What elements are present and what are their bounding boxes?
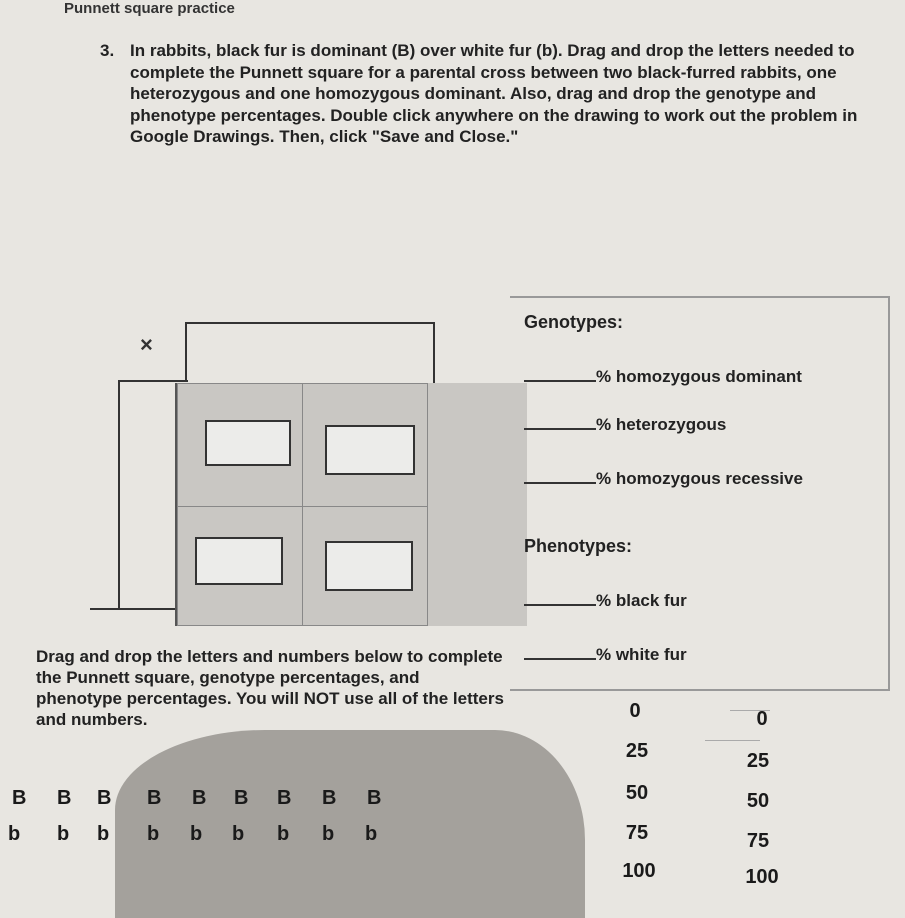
percentage-blank[interactable]: [524, 412, 596, 430]
number-tile-75[interactable]: 75: [746, 830, 770, 852]
genotypes-heading: Genotypes:: [524, 312, 624, 332]
genotype-label: % homozygous dominant: [596, 367, 802, 386]
letter-tile-B[interactable]: B: [97, 787, 112, 809]
letter-tile-B[interactable]: B: [192, 787, 207, 809]
panel-border: [510, 689, 890, 691]
number-tile-0[interactable]: 0: [629, 700, 641, 722]
punnett-mid-line: [118, 380, 188, 382]
number-tile-50[interactable]: 50: [746, 790, 770, 812]
phenotype-label: % white fur: [596, 645, 687, 664]
letter-tile-b[interactable]: b: [322, 823, 335, 845]
punnett-drop-box[interactable]: [205, 420, 291, 466]
punnett-left-line: [118, 380, 120, 610]
percentage-blank[interactable]: [524, 364, 596, 382]
letter-tile-b[interactable]: b: [190, 823, 203, 845]
number-tile-100[interactable]: 100: [745, 866, 779, 888]
number-tile-0[interactable]: 0: [756, 708, 768, 730]
instructions-text: Drag and drop the letters and numbers below to complete the Punnett square, genotype percentages, and phenotype percentages. You will NOT use all of the letters and numbers.: [36, 647, 504, 729]
punnett-top-line: [185, 322, 435, 324]
phenotype-row-black: [524, 588, 687, 611]
number-tile-75[interactable]: 75: [625, 822, 649, 844]
letter-tile-b[interactable]: b: [277, 823, 290, 845]
punnett-drop-box[interactable]: [325, 425, 415, 475]
panel-border: [888, 296, 890, 691]
letter-tile-B[interactable]: B: [234, 787, 249, 809]
question-text: In rabbits, black fur is dominant (B) over white fur (b). Drag and drop the letters needed to complete the Punnett square for a parental cross between two black-furred rabbits, one heterozygous and one homozygous dominant. Also, drag and drop the genotype and phenotype percentages. Double click anywhere on the drawing to work out the problem in Google Drawings. Then, click "Save and Close.": [130, 41, 858, 146]
letter-tile-b[interactable]: b: [8, 823, 21, 845]
letter-tile-b[interactable]: b: [147, 823, 160, 845]
panel-border: [510, 296, 890, 298]
punnett-drop-box[interactable]: [195, 537, 283, 585]
letter-tile-b[interactable]: b: [97, 823, 110, 845]
phenotype-label: % black fur: [596, 591, 687, 610]
letter-tile-B[interactable]: B: [147, 787, 162, 809]
percentage-blank[interactable]: [524, 642, 596, 660]
genotype-label: % heterozygous: [596, 415, 727, 434]
divider-line: [705, 740, 760, 741]
punnett-header-divider: [185, 322, 187, 382]
genotype-row-heterozygous: [524, 412, 726, 435]
punnett-bottom-left-line: [90, 608, 175, 610]
page-title: Punnett square practice: [64, 0, 235, 17]
question-block: [100, 40, 890, 148]
genotype-row-homozygous-dominant: [524, 364, 802, 387]
phenotypes-heading: Phenotypes:: [524, 536, 633, 556]
genotype-row-homozygous-recessive: [524, 466, 803, 489]
letter-tile-B[interactable]: B: [367, 787, 382, 809]
genotype-label: % homozygous recessive: [596, 469, 803, 488]
percentage-blank[interactable]: [524, 588, 596, 606]
number-tile-100[interactable]: 100: [622, 860, 656, 882]
percentages-panel: [510, 296, 890, 691]
hand-shadow: [115, 730, 585, 918]
punnett-drop-box[interactable]: [325, 541, 413, 591]
letter-tile-b[interactable]: b: [232, 823, 245, 845]
phenotype-row-white: [524, 642, 687, 665]
number-tile-25[interactable]: 25: [625, 740, 649, 762]
letter-tile-B[interactable]: B: [322, 787, 337, 809]
question-number: 3.: [100, 41, 115, 60]
number-tile-25[interactable]: 25: [746, 750, 770, 772]
percentage-blank[interactable]: [524, 466, 596, 484]
letter-tile-b[interactable]: b: [365, 823, 378, 845]
number-tile-50[interactable]: 50: [625, 782, 649, 804]
letter-tile-b[interactable]: b: [57, 823, 70, 845]
letter-tile-B[interactable]: B: [277, 787, 292, 809]
punnett-grid: [175, 383, 527, 626]
punnett-square[interactable]: [90, 310, 440, 630]
letter-tile-B[interactable]: B: [57, 787, 72, 809]
cross-symbol: ×: [140, 332, 153, 357]
letter-tile-B[interactable]: B: [12, 787, 27, 809]
